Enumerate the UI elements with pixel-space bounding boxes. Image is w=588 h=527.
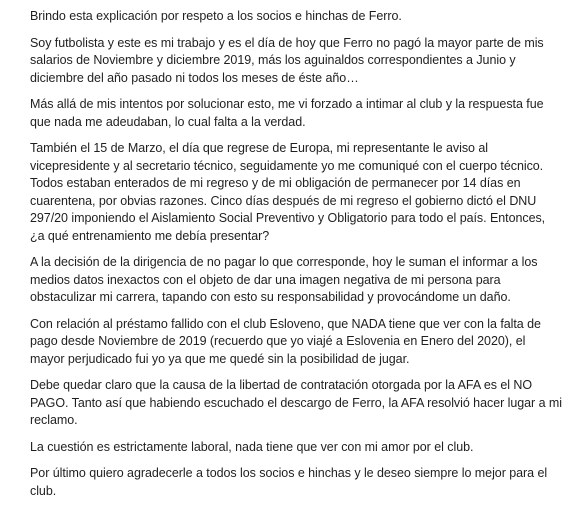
paragraph-quarantine: También el 15 de Marzo, el día que regrese de Europa, mi representante le aviso al vicepresidente y al secretario técnico, seguidamente yo me comuniqué con el cuerpo técnico. Todos estaban enterados de mi regreso y de mi obligación de permanecer por 14 días en cuarentena, por obvias razones. Cinco días después de mi regreso el gobierno dictó el DNU 297/20 imponiendo el Aislamiento Social Preventivo y Obligatorio para todo el país. Entonces, ¿a qué entrenamiento me debía presentar? <box>30 141 546 243</box>
paragraph-club-response: Más allá de mis intentos por solucionar esto, me vi forzado a intimar al club y la respuesta fue que nada me adeudaban, lo cual falta a la verdad. <box>30 97 544 129</box>
paragraph-unpaid-salaries: Soy futbolista y este es mi trabajo y es el día de hoy que Ferro no pagó la mayor parte de mis salarios de Noviembre y diciembre 2019, más los aguinaldos correspondientes a Junio y diciembre del año pasado ni todos los meses de éste año… <box>30 35 544 85</box>
paragraph-slovenian-loan: Con relación al préstamo fallido con el club Esloveno, que NADA tiene que ver con la falta de pago desde Noviembre de 2019 (recuerdo que yo viajé a Eslovenia en Enero del 2020), el mayor perjudicado fui yo ya que me quedé sin la posibilidad de jugar. <box>30 316 541 366</box>
paragraph-intro: Brindo esta explicación por respeto a los socios e hinchas de Ferro. <box>30 9 402 23</box>
paragraph-afa-resolution: Debe quedar claro que la causa de la libertad de contratación otorgada por la AFA es el NO PAGO. Tanto así que habiendo escuchado el descargo de Ferro, la AFA resolvió hacer lugar a mi reclamo. <box>30 378 563 427</box>
paragraph-media-information: A la decisión de la dirigencia de no pagar lo que corresponde, hoy le suman el informar a los medios datos inexactos con el objeto de dar una imagen negativa de mi persona para obstaculizar mi carrera, tapando con esto su responsabilidad y provocándome un daño. <box>30 255 538 304</box>
paragraph-labor-issue: La cuestión es estrictamente laboral, nada tiene que ver con mi amor por el club. <box>30 439 474 454</box>
paragraph-closing: Por último quiero agradecerle a todos los socios e hinchas y le deseo siempre lo mejor para el club. <box>30 466 548 498</box>
